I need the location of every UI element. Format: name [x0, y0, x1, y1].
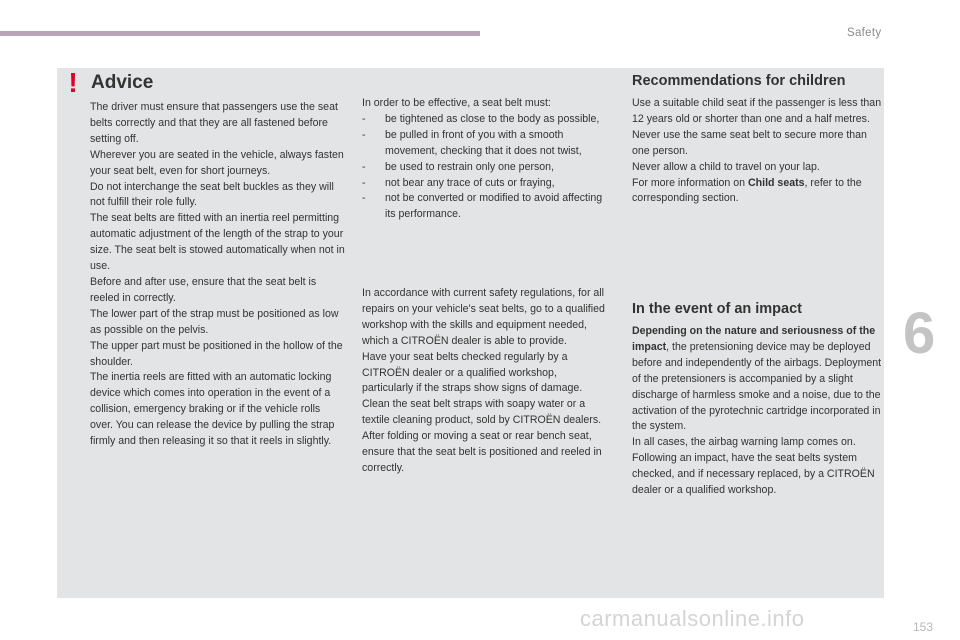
list-item: - be used to restrain only one person,: [362, 160, 555, 173]
advice-column-2-maintenance: [362, 286, 606, 477]
section-title: Safety: [847, 27, 882, 39]
list-item: - not be converted or modified to avoid affecting its performance.: [362, 192, 603, 221]
header-accent-bar: [0, 31, 480, 36]
impact-title: In the event of an impact: [632, 301, 802, 317]
impact-lead: Depending on the nature and seriousness of the impact, the pretensioning device may be deployed before and independently of the airbags. Deployment of the pretensioners is accompanied by a slight discharge of harmless smoke and a noise, due to the activation of the pyrotechnic cartridge incorporated in the system.: [632, 325, 882, 433]
children-paragraph: Never allow a child to travel on your lap.: [632, 160, 820, 173]
advice-paragraph: Wherever you are seated in the vehicle, always fasten your seat belt, even for short journeys.: [90, 148, 344, 177]
chapter-number: 6: [903, 301, 936, 366]
advice-paragraph: The upper part must be positioned in the hollow of the shoulder.: [90, 339, 343, 368]
advice-paragraph: The seat belts are fitted with an inertia reel permitting automatic adjustment of the length of the strap to your size. The seat belt is stowed automatically when not in use.: [90, 212, 345, 273]
advice-paragraph: The driver must ensure that passengers use the seat belts correctly and that they are all fastened before setting off.: [90, 101, 338, 145]
advice-column-2: [362, 96, 606, 223]
children-column: [632, 96, 882, 207]
advice-column-1: [90, 100, 346, 450]
advice-paragraph: Have your seat belts checked regularly by a CITROËN dealer or a qualified workshop, particularly if the straps show signs of damage.: [362, 350, 583, 395]
child-seats-reference: For more information on Child seats, refer to the corresponding section.: [632, 176, 862, 205]
list-item: - be pulled in front of you with a smooth movement, checking that it does not twist,: [362, 128, 582, 157]
children-paragraph: Never use the same seat belt to secure more than one person.: [632, 128, 867, 157]
impact-column: [632, 324, 882, 499]
advice-title: Advice: [91, 72, 154, 93]
exclamation-icon: !: [68, 67, 78, 98]
advice-paragraph: Do not interchange the seat belt buckles as they will not fulfill their role fully.: [90, 180, 334, 209]
advice-paragraph: The lower part of the strap must be positioned as low as possible on the pelvis.: [90, 307, 339, 336]
children-title: Recommendations for children: [632, 73, 846, 89]
advice-paragraph: The inertia reels are fitted with an automatic locking device which comes into operation in the event of a collision, emergency braking or if the vehicle rolls over. You can release the device by pulling the strap firmly and then releasing it so that it reels in slightly.: [90, 371, 335, 448]
advice-paragraph: In accordance with current safety regulations, for all repairs on your vehicle's seat belts, go to a qualified workshop with the skills and equipment needed, which a CITROËN dealer is able to provide.: [362, 287, 605, 347]
advice-paragraph: Before and after use, ensure that the seat belt is reeled in correctly.: [90, 275, 317, 304]
page-number: 153: [913, 620, 934, 634]
list-item: - not bear any trace of cuts or fraying,: [362, 176, 555, 189]
child-seats-link-text: Child seats: [748, 176, 805, 189]
watermark: carmanualsonline.info: [580, 606, 805, 631]
advice-paragraph: Clean the seat belt straps with soapy water or a textile cleaning product, sold by CITROËN dealers.: [362, 398, 602, 427]
children-paragraph: Use a suitable child seat if the passenger is less than 12 years old or shorter than one and a half metres.: [632, 97, 882, 125]
seat-belt-requirements-intro: In order to be effective, a seat belt must:: [362, 97, 551, 109]
advice-paragraph: After folding or moving a seat or rear bench seat, ensure that the seat belt is positioned and reeled in correctly.: [362, 430, 602, 474]
impact-paragraph: Following an impact, have the seat belts system checked, and if necessary replaced, by a CITROËN dealer or a qualified workshop.: [632, 452, 875, 497]
impact-paragraph: In all cases, the airbag warning lamp comes on.: [632, 436, 856, 449]
list-item: - be tightened as close to the body as possible,: [362, 112, 600, 125]
